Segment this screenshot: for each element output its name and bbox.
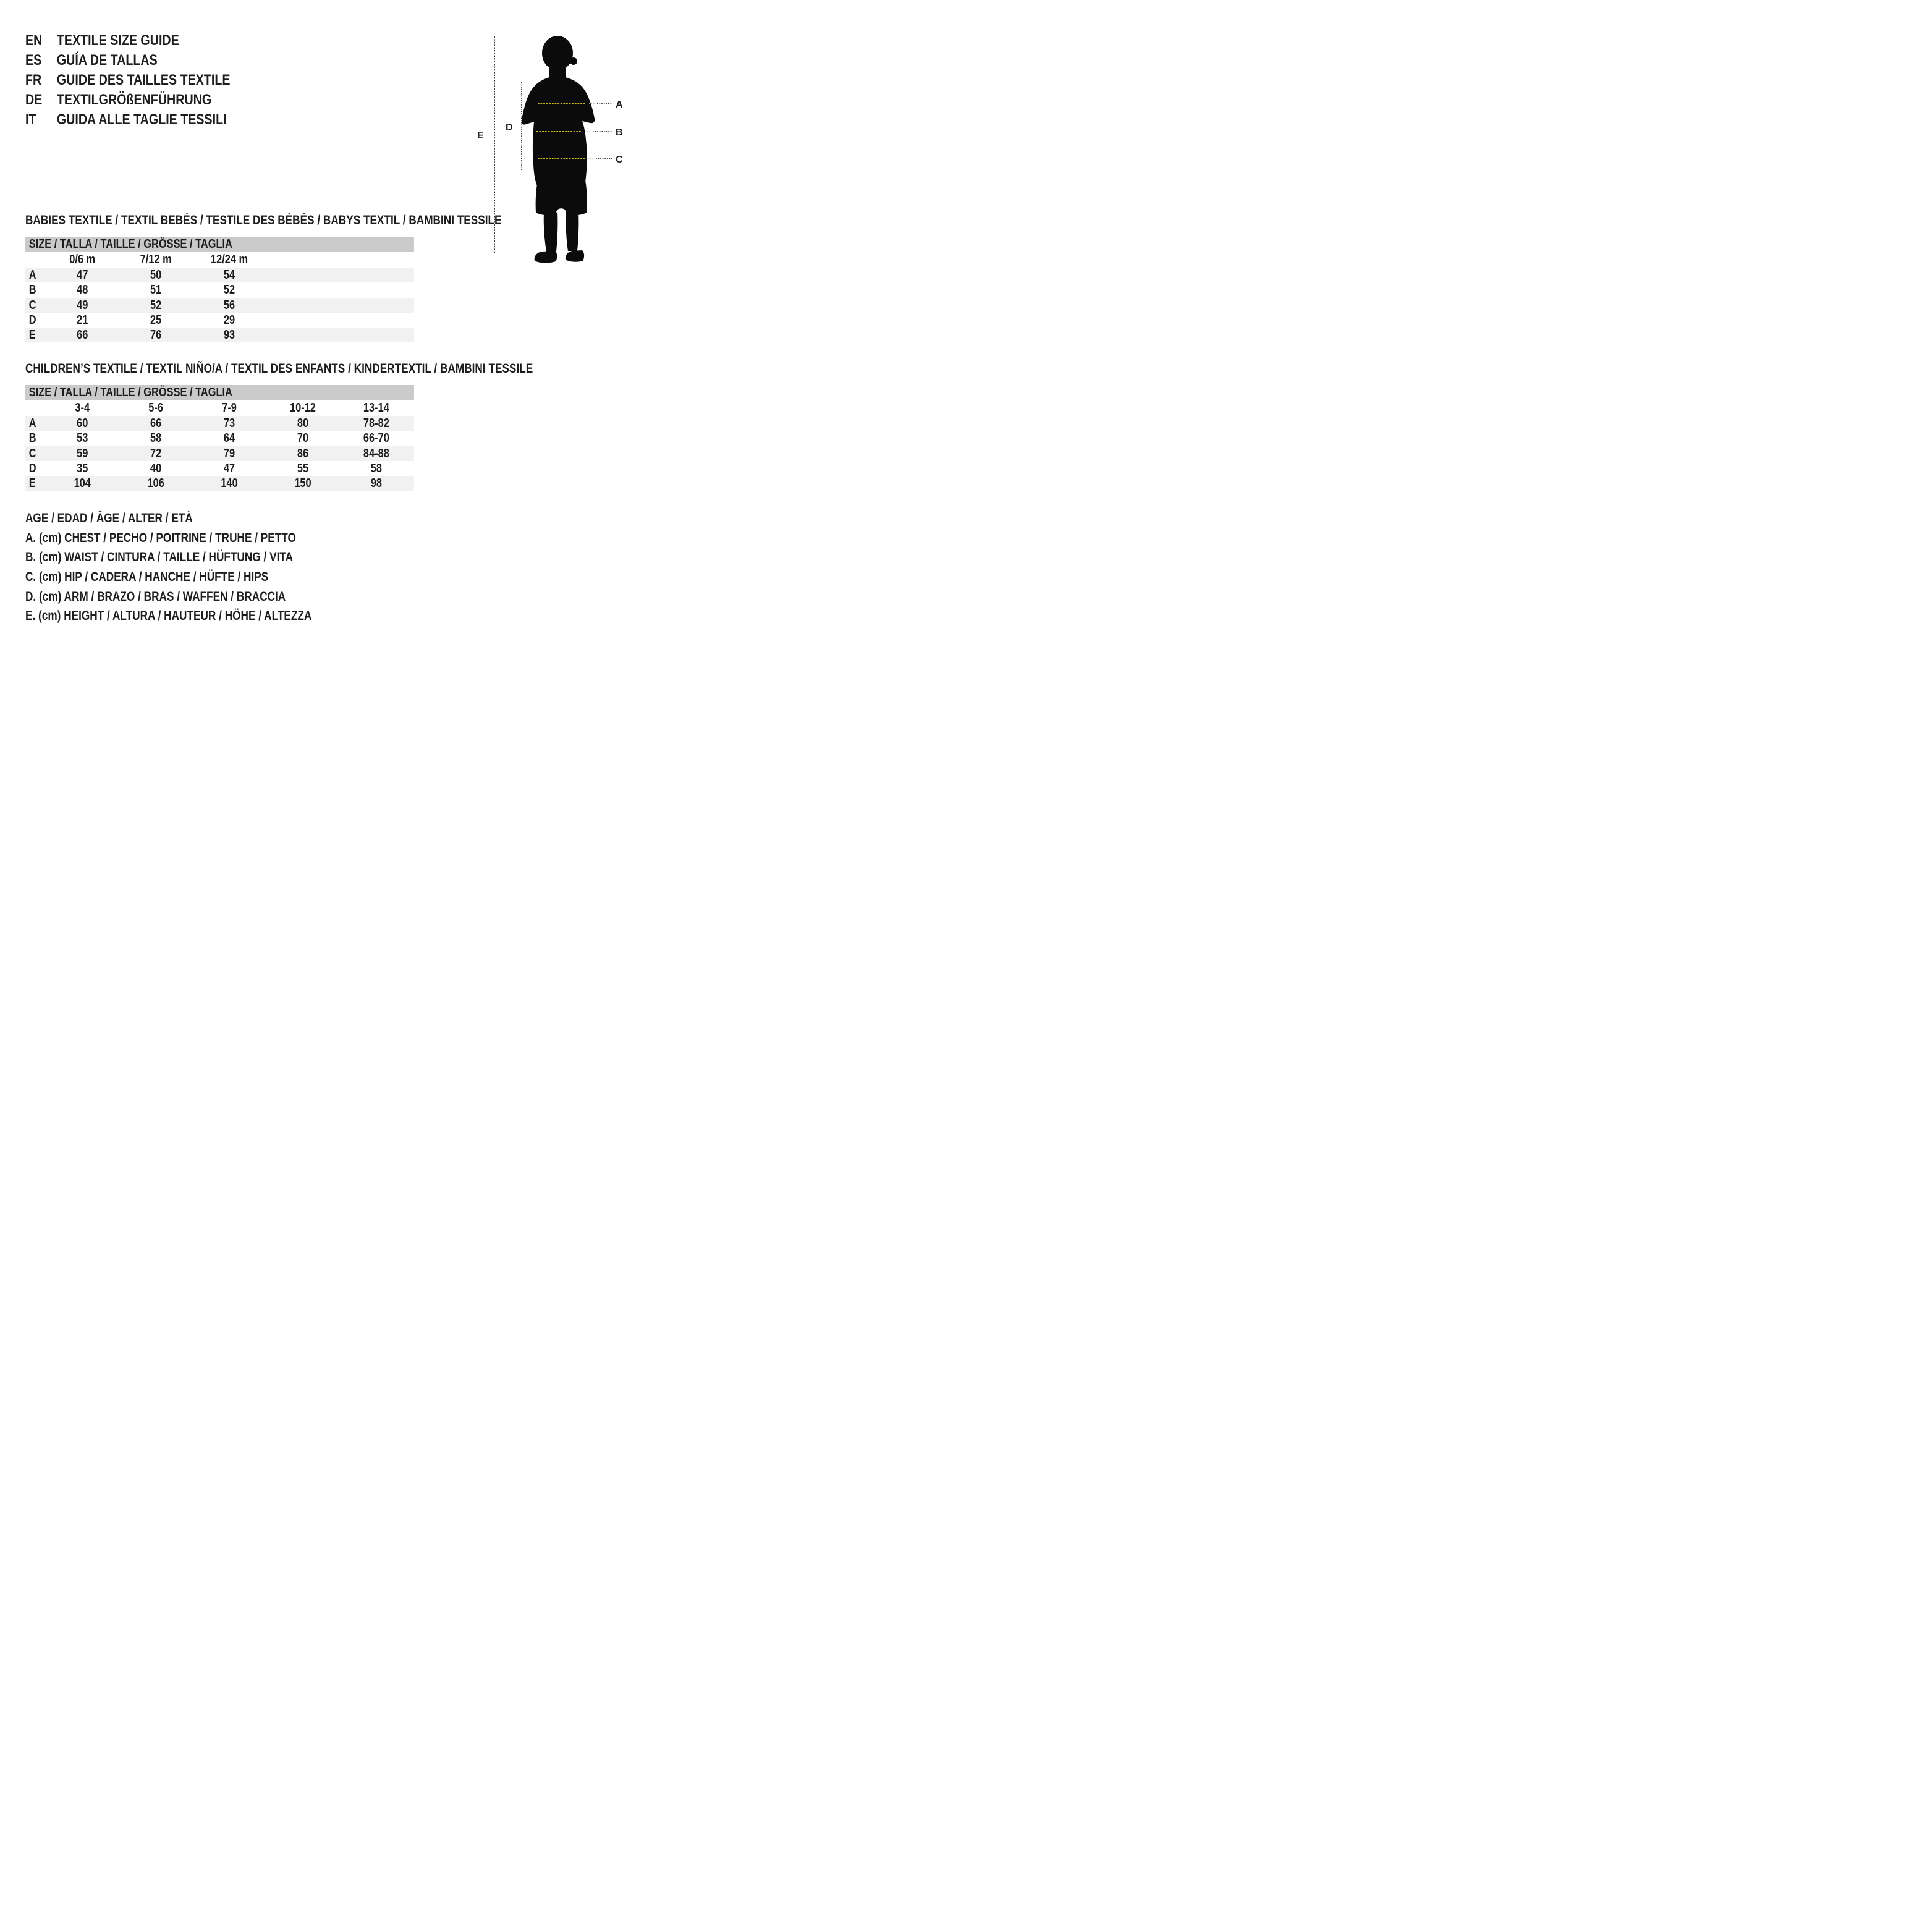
size-value: 66 bbox=[77, 328, 88, 342]
language-title: TEXTILGRÖßENFÜHRUNG bbox=[56, 91, 212, 108]
legend-line: A. (cm) CHEST / PECHO / POITRINE / TRUHE / PETTO bbox=[25, 530, 296, 545]
language-code: ES bbox=[25, 52, 42, 69]
measure-label-e: E bbox=[477, 130, 484, 141]
size-value: 58 bbox=[150, 431, 162, 446]
table-row bbox=[25, 282, 414, 297]
legend-line: D. (cm) ARM / BRAZO / BRAS / WAFFEN / BRACCIA bbox=[25, 589, 286, 604]
table-row bbox=[25, 416, 414, 431]
language-row bbox=[25, 110, 230, 130]
language-title: GUIDA ALLE TAGLIE TESSILI bbox=[56, 111, 227, 128]
size-value: 98 bbox=[370, 477, 382, 491]
language-code: DE bbox=[25, 91, 43, 108]
size-value: 54 bbox=[223, 268, 235, 282]
row-label: D bbox=[28, 461, 36, 475]
row-label: A bbox=[28, 417, 36, 430]
table-row bbox=[25, 313, 414, 328]
size-value: 56 bbox=[223, 298, 235, 312]
column-header: 12/24 m bbox=[210, 253, 248, 266]
measure-label-c: C bbox=[616, 155, 623, 165]
size-value: 47 bbox=[77, 268, 88, 282]
table-header-bar: SIZE / TALLA / TAILLE / GRÖSSE / TAGLIA bbox=[25, 385, 414, 400]
legend-line: B. (cm) WAIST / CINTURA / TAILLE / HÜFTUNG / VITA bbox=[25, 550, 294, 565]
column-header: 10-12 bbox=[289, 401, 316, 415]
size-value: 55 bbox=[297, 461, 309, 475]
table-row bbox=[25, 268, 414, 282]
measure-label-d: D bbox=[506, 122, 513, 133]
size-value: 21 bbox=[77, 313, 88, 327]
size-value: 104 bbox=[74, 477, 91, 491]
language-title: GUÍA DE TALLAS bbox=[56, 52, 158, 69]
size-value: 70 bbox=[297, 431, 309, 446]
size-value: 78-82 bbox=[363, 417, 389, 430]
children-section-title: CHILDREN’S TEXTILE / TEXTIL NIÑO/A / TEXTIL DES ENFANTS / KINDERTEXTIL / BAMBINI TESSILE bbox=[25, 362, 533, 376]
textile-size-guide-page bbox=[0, 0, 644, 644]
language-title: TEXTILE SIZE GUIDE bbox=[56, 32, 179, 49]
size-value: 64 bbox=[223, 431, 235, 446]
size-value: 79 bbox=[223, 446, 235, 460]
table-row bbox=[25, 476, 414, 491]
language-row bbox=[25, 90, 230, 110]
measurement-figure bbox=[476, 28, 644, 312]
size-value: 73 bbox=[223, 417, 235, 430]
size-value: 72 bbox=[150, 446, 162, 460]
size-value: 53 bbox=[77, 431, 88, 446]
size-value: 51 bbox=[150, 283, 162, 297]
row-label: B bbox=[28, 431, 36, 446]
language-code: FR bbox=[25, 72, 42, 88]
babies-section-title: BABIES TEXTILE / TEXTIL BEBÉS / TESTILE DES BÉBÉS / BABYS TEXTIL / BAMBINI TESSILE bbox=[25, 213, 502, 227]
size-value: 150 bbox=[294, 477, 311, 491]
table-row bbox=[25, 298, 414, 313]
language-title-list bbox=[25, 31, 230, 130]
size-value: 84-88 bbox=[363, 446, 389, 460]
size-value: 106 bbox=[147, 477, 164, 491]
measure-label-b: B bbox=[616, 127, 623, 138]
size-value: 80 bbox=[297, 417, 309, 430]
language-code: EN bbox=[25, 32, 43, 49]
size-value: 29 bbox=[223, 313, 235, 327]
column-header-row bbox=[25, 400, 414, 416]
row-label: E bbox=[28, 477, 36, 491]
row-label: C bbox=[28, 298, 36, 312]
size-value: 25 bbox=[150, 313, 162, 327]
size-value: 52 bbox=[223, 283, 235, 297]
size-value: 86 bbox=[297, 446, 309, 460]
column-header: 5-6 bbox=[148, 401, 164, 415]
size-value: 52 bbox=[150, 298, 162, 312]
legend-line: C. (cm) HIP / CADERA / HANCHE / HÜFTE / HIPS bbox=[25, 570, 269, 585]
size-value: 40 bbox=[150, 461, 162, 475]
column-header: 13-14 bbox=[363, 401, 389, 415]
language-title: GUIDE DES TAILLES TEXTILE bbox=[56, 72, 231, 88]
language-code: IT bbox=[25, 111, 36, 128]
measurement-legend bbox=[25, 509, 311, 626]
row-label bbox=[25, 400, 46, 416]
table-header-bar: SIZE / TALLA / TAILLE / GRÖSSE / TAGLIA bbox=[25, 237, 414, 252]
size-value: 93 bbox=[223, 328, 235, 342]
size-value: 60 bbox=[77, 417, 88, 430]
size-value: 48 bbox=[77, 283, 88, 297]
table-row bbox=[25, 431, 414, 446]
column-header: 7/12 m bbox=[140, 253, 172, 266]
language-row bbox=[25, 70, 230, 90]
size-value: 66-70 bbox=[363, 431, 389, 446]
row-label: C bbox=[28, 446, 36, 460]
size-value: 47 bbox=[223, 461, 235, 475]
size-value: 58 bbox=[370, 461, 382, 475]
size-value: 50 bbox=[150, 268, 162, 282]
size-value: 35 bbox=[77, 461, 88, 475]
row-label: A bbox=[28, 268, 36, 282]
size-value: 76 bbox=[150, 328, 162, 342]
babies-size-table bbox=[25, 237, 414, 342]
children-size-table bbox=[25, 385, 414, 491]
column-header: 7-9 bbox=[222, 401, 237, 415]
language-row bbox=[25, 31, 230, 51]
row-label: E bbox=[28, 328, 36, 342]
table-row bbox=[25, 328, 414, 342]
row-label: B bbox=[28, 283, 36, 297]
table-row bbox=[25, 461, 414, 476]
size-value: 59 bbox=[77, 446, 88, 460]
size-value: 66 bbox=[150, 417, 162, 430]
child-silhouette bbox=[522, 36, 595, 263]
language-row bbox=[25, 51, 230, 70]
column-header: 3-4 bbox=[75, 401, 90, 415]
column-header: 0/6 m bbox=[69, 253, 96, 266]
legend-line: AGE / EDAD / ÂGE / ALTER / ETÀ bbox=[25, 511, 193, 525]
size-value: 49 bbox=[77, 298, 88, 312]
measure-label-a: A bbox=[616, 100, 623, 110]
row-label: D bbox=[28, 313, 36, 327]
size-value: 140 bbox=[221, 477, 238, 491]
legend-line: E. (cm) HEIGHT / ALTURA / HAUTEUR / HÖHE / ALTEZZA bbox=[25, 609, 312, 624]
column-header-row bbox=[25, 252, 414, 268]
row-label bbox=[25, 252, 46, 268]
table-row bbox=[25, 446, 414, 461]
